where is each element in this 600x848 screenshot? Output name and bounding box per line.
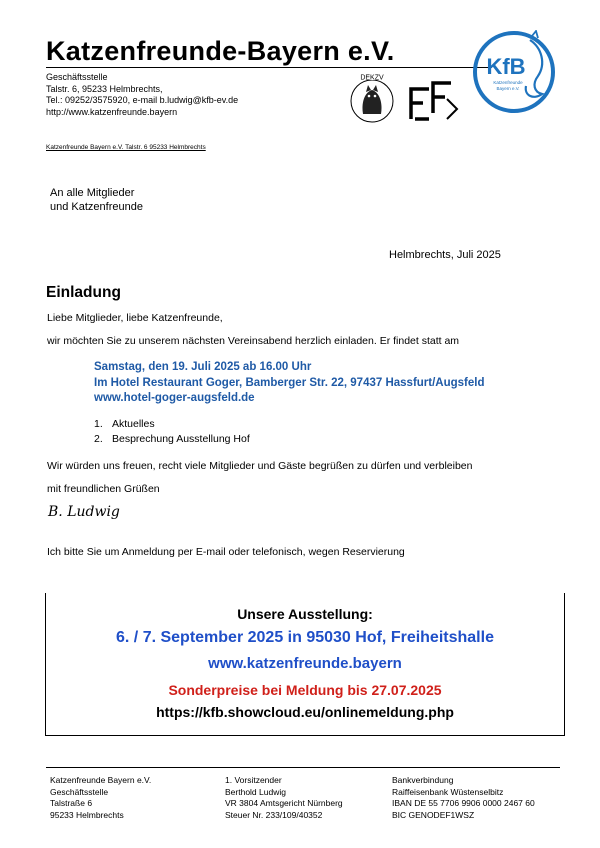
footer-text: 1. Vorsitzender <box>225 775 282 785</box>
dekzv-logo <box>347 72 397 124</box>
registration-note: Ich bitte Sie um Anmeldung per E-mail oder telefonisch, wegen Reservierung <box>47 546 405 558</box>
office-address <box>46 72 238 118</box>
exhibition-date-place: 6. / 7. September 2025 in 95030 Hof, Freiheitshalle <box>116 629 494 646</box>
office-label: Geschäftsstelle <box>46 72 108 82</box>
sender-return-address: Katzenfreunde Bayern e.V. Talstr. 6 95233 Helmbrechts <box>46 144 206 151</box>
office-contact: Tel.: 09252/3575920, e-mail b.ludwig@kfb-ev.de <box>46 95 239 105</box>
recipient-line: An alle Mitglieder <box>50 187 135 199</box>
registration-link[interactable]: https://kfb.showcloud.eu/onlinemeldung.php <box>156 704 454 720</box>
event-date: Samstag, den 19. Juli 2025 ab 16.00 Uhr <box>94 361 312 373</box>
footer-text: Steuer Nr. 233/109/40352 <box>225 809 323 820</box>
svg-text:DEKZV: DEKZV <box>360 74 384 82</box>
event-details <box>94 360 485 407</box>
svg-text:FIFe: FIFe <box>407 79 410 80</box>
agenda-list <box>94 417 250 447</box>
footer-organization <box>50 775 151 821</box>
list-item: 1. Aktuelles <box>94 418 155 430</box>
fife-logo <box>407 79 461 123</box>
letter-heading: Einladung <box>46 284 121 301</box>
footer-text: Katzenfreunde Bayern e.V. <box>50 775 152 785</box>
event-venue: Im Hotel Restaurant Goger, Bamberger Str. 22, 97437 Hassfurt/Augsfeld <box>94 376 485 389</box>
footer-text: Raiffeisenbank Wüstenselbitz <box>392 786 504 797</box>
office-website: http://www.katzenfreunde.bayern <box>46 106 178 117</box>
footer-text: Bankverbindung <box>392 775 454 785</box>
footer-text: IBAN DE 55 7706 9906 0000 2467 60 <box>392 798 535 808</box>
kfb-logo <box>472 30 556 114</box>
closing-text: Wir würden uns freuen, recht viele Mitglieder und Gäste begrüßen zu dürfen und verbleiben <box>47 460 473 472</box>
footer-board <box>225 775 343 821</box>
organization-title: Katzenfreunde-Bayern e.V. <box>46 36 395 66</box>
exhibition-website[interactable]: www.katzenfreunde.bayern <box>208 655 402 672</box>
regards: mit freundlichen Grüßen <box>47 483 160 495</box>
footer-text: 95233 Helmbrechts <box>50 809 124 820</box>
svg-text:KfB: KfB <box>486 54 526 79</box>
footer-text: VR 3804 Amtsgericht Nürnberg <box>225 798 343 808</box>
footer-text: Talstraße 6 <box>50 798 93 808</box>
list-item: 2. Besprechung Ausstellung Hof <box>94 433 250 445</box>
svg-text:Bayern e.V.: Bayern e.V. <box>496 86 520 91</box>
event-website[interactable]: www.hotel-goger-augsfeld.de <box>94 392 255 404</box>
exhibition-box <box>45 593 565 736</box>
office-street: Talstr. 6, 95233 Helmbrechts, <box>46 83 163 94</box>
place-date: Helmbrechts, Juli 2025 <box>389 249 501 261</box>
footer-divider <box>46 767 560 768</box>
svg-text:Katzenfreunde: Katzenfreunde <box>493 80 523 85</box>
recipient-block <box>50 186 143 214</box>
footer-text: Geschäftsstelle <box>50 786 109 797</box>
footer-bank <box>392 775 535 821</box>
footer-text: BIC GENODEF1WSZ <box>392 809 475 820</box>
intro-text: wir möchten Sie zu unserem nächsten Vereinsabend herzlich einladen. Er findet statt am <box>47 335 460 347</box>
signature: B. Ludwig <box>48 504 120 520</box>
exhibition-heading: Unsere Ausstellung: <box>237 606 373 622</box>
title-underline <box>46 67 492 68</box>
salutation: Liebe Mitglieder, liebe Katzenfreunde, <box>47 312 223 324</box>
recipient-line: und Katzenfreunde <box>50 201 143 213</box>
footer-text: Berthold Ludwig <box>225 786 286 797</box>
exhibition-offer: Sonderpreise bei Meldung bis 27.07.2025 <box>168 682 442 698</box>
